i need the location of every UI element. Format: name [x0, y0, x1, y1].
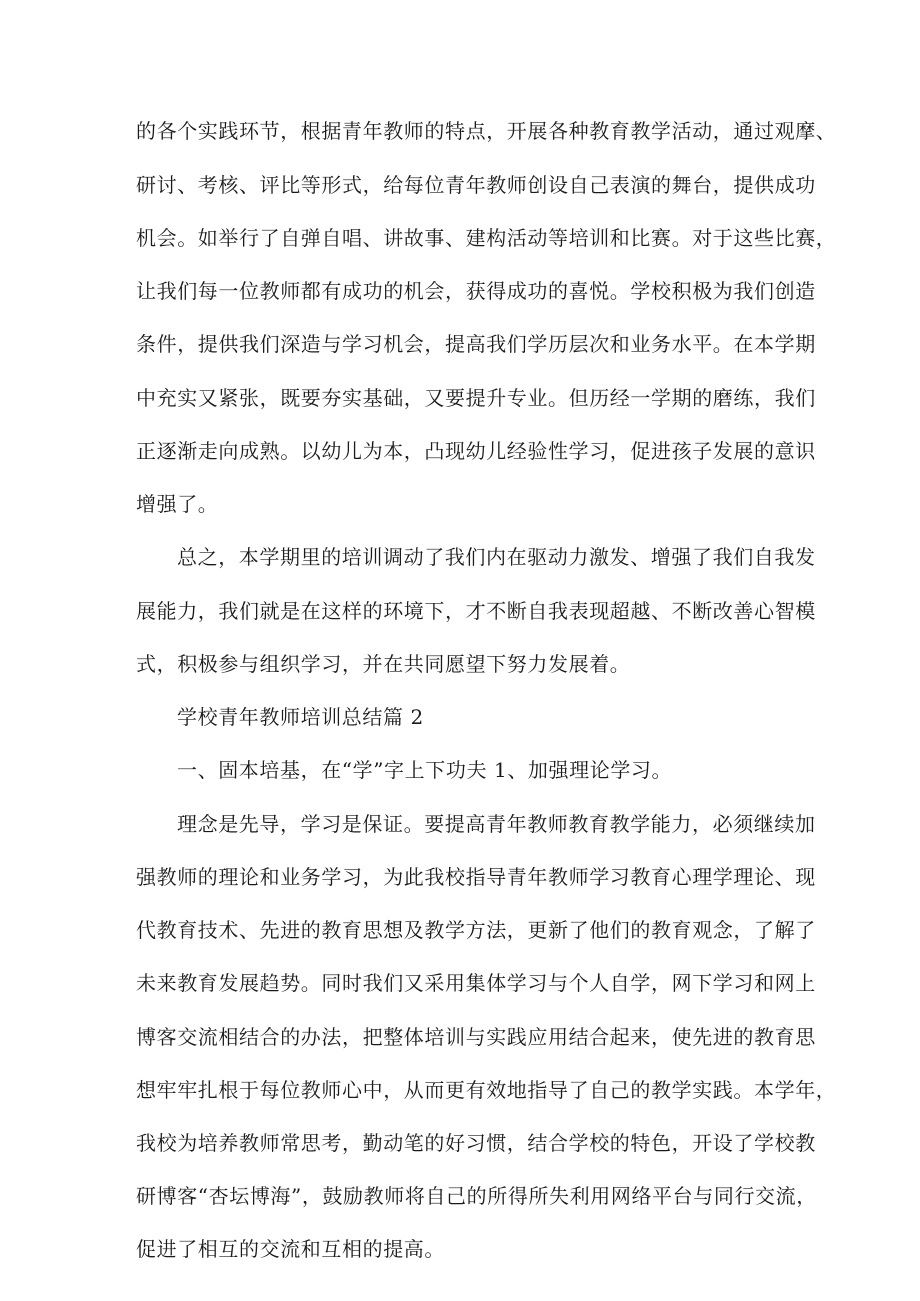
text-line: 的各个实践环节，根据青年教师的特点，开展各种教育教学活动，通过观摩、	[136, 119, 837, 143]
text-line: 促进了相互的交流和互相的提高。	[136, 1237, 445, 1261]
text-line: 我校为培养教师常思考，勤动笔的好习惯，结合学校的特色，开设了学校教	[136, 1131, 816, 1155]
section-heading: 学校青年教师培训总结篇 2	[177, 705, 424, 729]
text-line: 想牢牢扎根于每位教师心中，从而更有效地指导了自己的教学实践。本学年，	[136, 1078, 837, 1102]
subsection-heading: 一、固本培基，在“学”字上下功夫 1、加强理论学习。	[177, 758, 673, 782]
text-line: 未来教育发展趋势。同时我们又采用集体学习与个人自学，网下学习和网上	[136, 971, 816, 995]
text-line: 式，积极参与组织学习，并在共同愿望下努力发展着。	[136, 652, 631, 676]
text-line: 展能力，我们就是在这样的环境下，才不断自我表现超越、不断改善心智模	[136, 599, 816, 623]
text-line: 让我们每一位教师都有成功的机会，获得成功的喜悦。学校积极为我们创造	[136, 279, 816, 303]
text-line: 正逐渐走向成熟。以幼儿为本，凸现幼儿经验性学习，促进孩子发展的意识	[136, 439, 816, 463]
text-line: 代教育技术、先进的教育思想及教学方法，更新了他们的教育观念，了解了	[136, 918, 816, 942]
text-line: 机会。如举行了自弹自唱、讲故事、建构活动等培训和比赛。对于这些比赛，	[136, 226, 837, 250]
text-line: 强教师的理论和业务学习，为此我校指导青年教师学习教育心理学理论、现	[136, 865, 816, 889]
paragraph-first-line: 理念是先导，学习是保证。要提高青年教师教育教学能力，必须继续加	[177, 812, 816, 836]
text-line: 博客交流相结合的办法，把整体培训与实践应用结合起来，使先进的教育思	[136, 1025, 816, 1049]
text-line: 增强了。	[136, 492, 219, 516]
text-line: 研讨、考核、评比等形式，给每位青年教师创设自己表演的舞台，提供成功	[136, 173, 816, 197]
text-line: 中充实又紧张，既要夯实基础，又要提升专业。但历经一学期的磨练，我们	[136, 386, 816, 410]
text-line: 条件，提供我们深造与学习机会，提高我们学历层次和业务水平。在本学期	[136, 332, 816, 356]
paragraph-first-line: 总之，本学期里的培训调动了我们内在驱动力激发、增强了我们自我发	[177, 545, 816, 569]
text-line: 研博客“杏坛博海”，鼓励教师将自己的所得所失利用网络平台与同行交流，	[136, 1184, 817, 1208]
